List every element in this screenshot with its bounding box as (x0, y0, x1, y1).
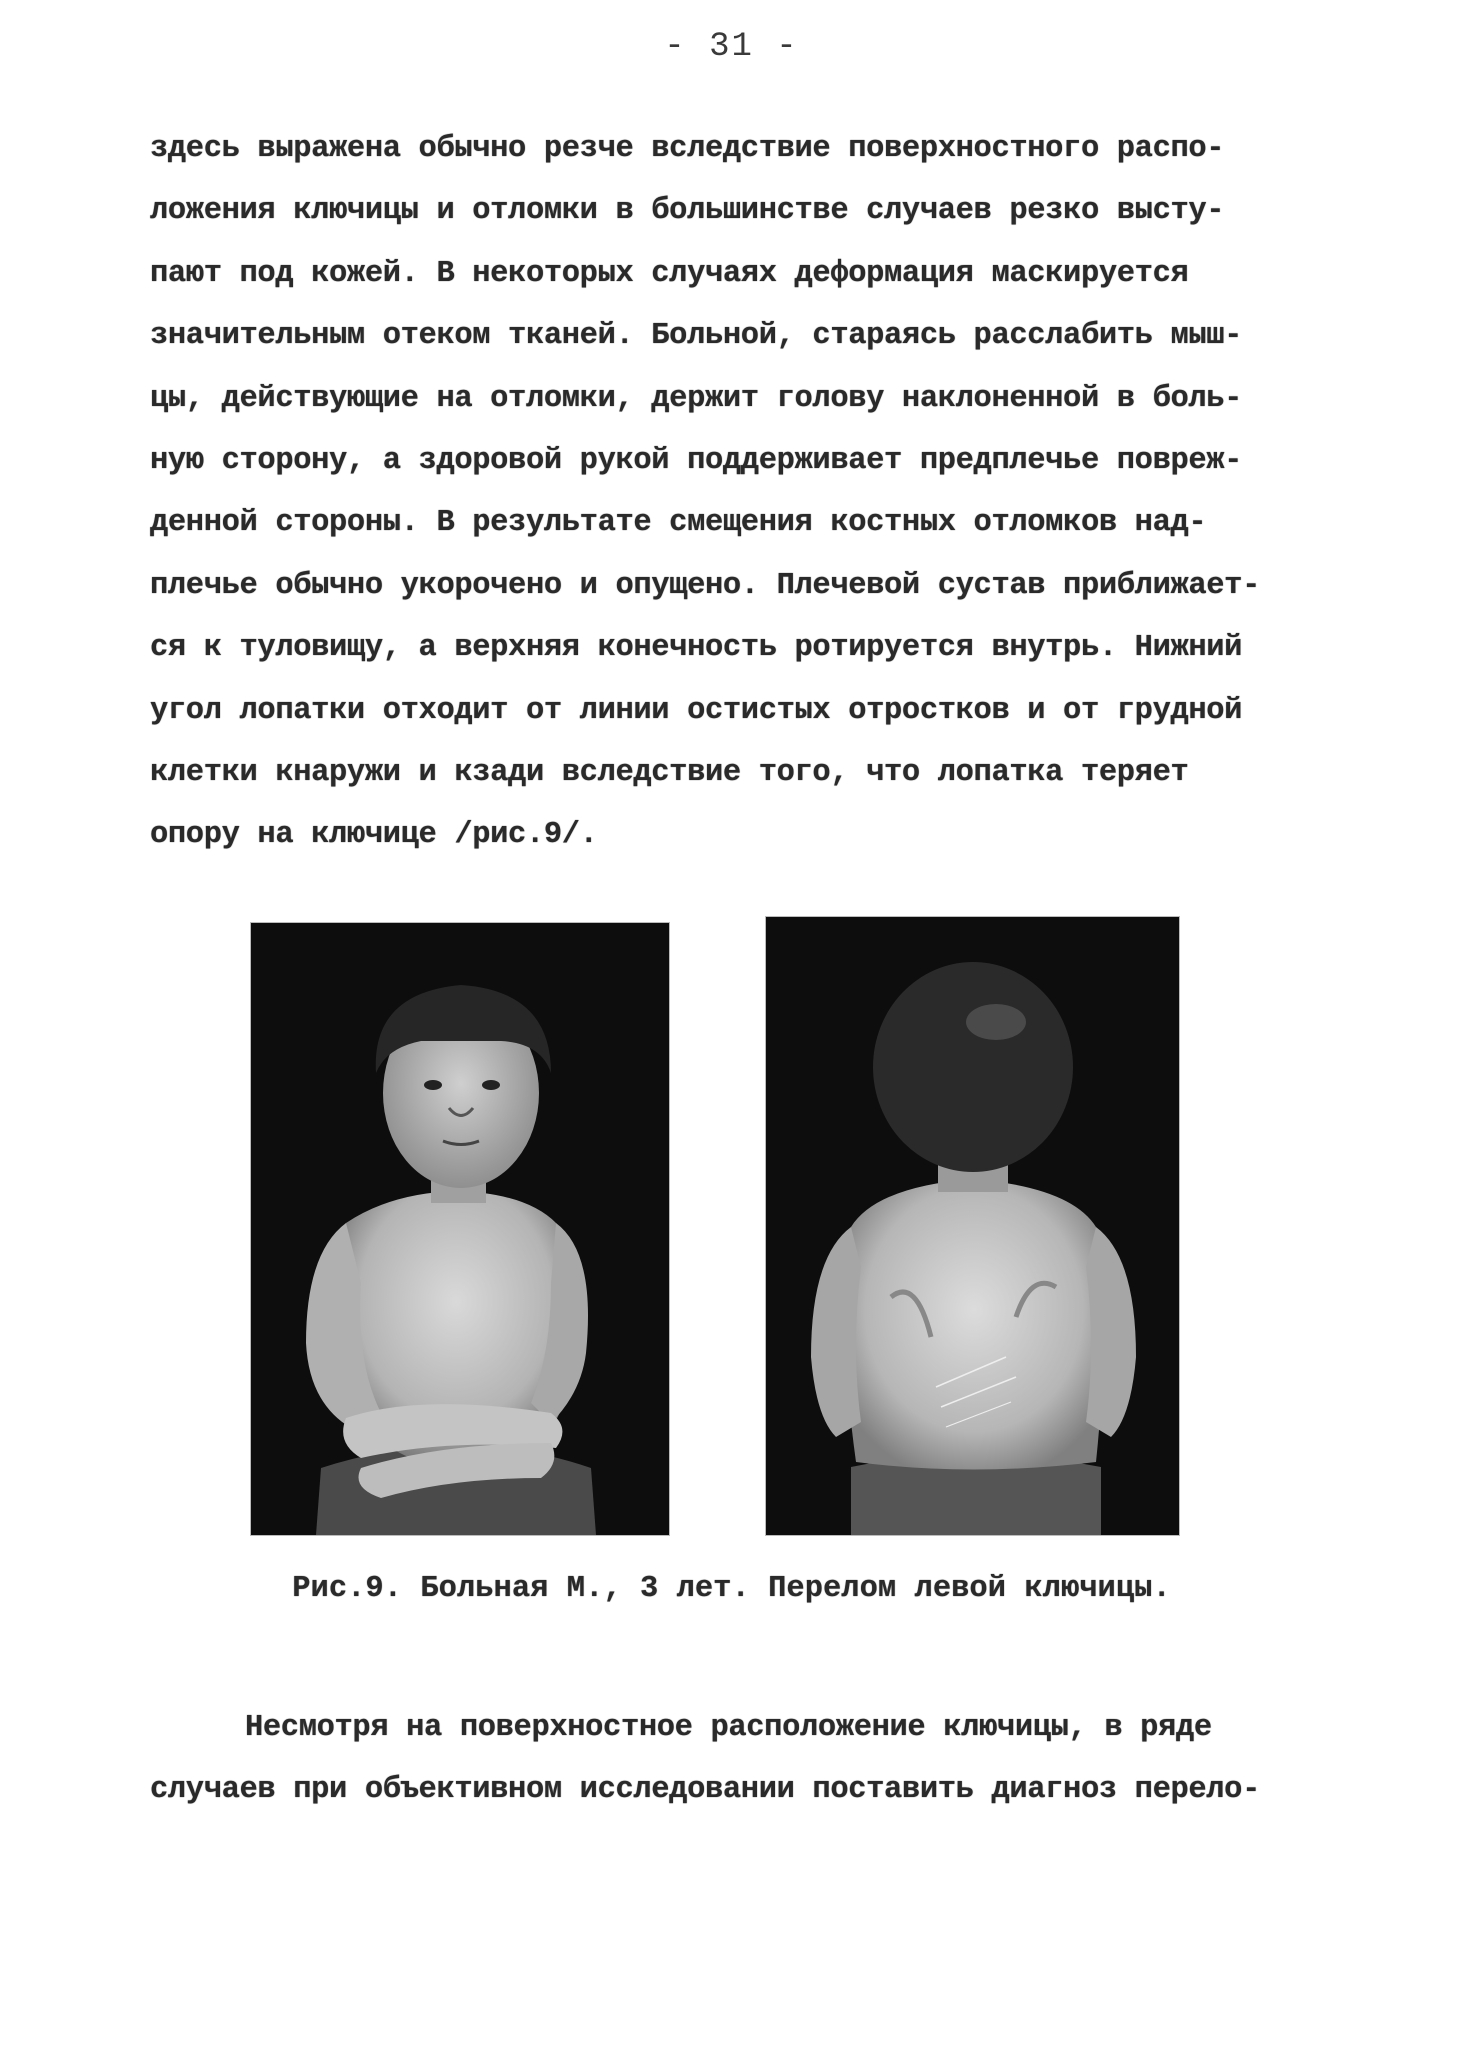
photo-front-view (250, 922, 670, 1536)
photo-back-view (765, 916, 1180, 1536)
text-line: ся к туловищу, а верхняя конечность ротируется внутрь. Нижний (150, 631, 1243, 666)
text-line: опору на ключице /рис.9/. (150, 818, 598, 853)
text-line: клетки кнаружи и кзади вследствие того, что лопатка теряет (150, 755, 1189, 790)
page-number: - 31 - (664, 28, 799, 66)
text-line: значительным отеком тканей. Больной, стараясь расслабить мыш- (150, 319, 1243, 354)
text-line: денной стороны. В результате смещения костных отломков над- (150, 506, 1207, 541)
text-line: пают под кожей. В некоторых случаях деформация маскируется (150, 256, 1189, 291)
text-line: Несмотря на поверхностное расположение ключицы, в ряде (245, 1711, 1212, 1745)
photo-back-illustration (766, 917, 1179, 1535)
text-line: плечье обычно укорочено и опущено. Плечевой сустав приближает- (150, 568, 1260, 603)
text-line: ную сторону, а здоровой рукой поддерживает предплечье повреж- (150, 443, 1243, 478)
text-line: здесь выражена обычно резче вследствие поверхностного распо- (150, 132, 1225, 166)
paragraph-1 (150, 118, 1350, 867)
text-line: ложения ключицы и отломки в большинстве случаев резко высту- (150, 194, 1225, 229)
photo-front-illustration (251, 923, 669, 1535)
paragraph-2 (150, 1697, 1350, 1822)
figure-caption: Рис.9. Больная М., 3 лет. Перелом левой ключицы. (292, 1572, 1171, 1606)
text-line: угол лопатки отходит от линии остистых отростков и от грудной (150, 693, 1243, 728)
text-line: цы, действующие на отломки, держит голову наклоненной в боль- (150, 381, 1243, 416)
text-line: случаев при объективном исследовании поставить диагноз перело- (150, 1773, 1260, 1808)
